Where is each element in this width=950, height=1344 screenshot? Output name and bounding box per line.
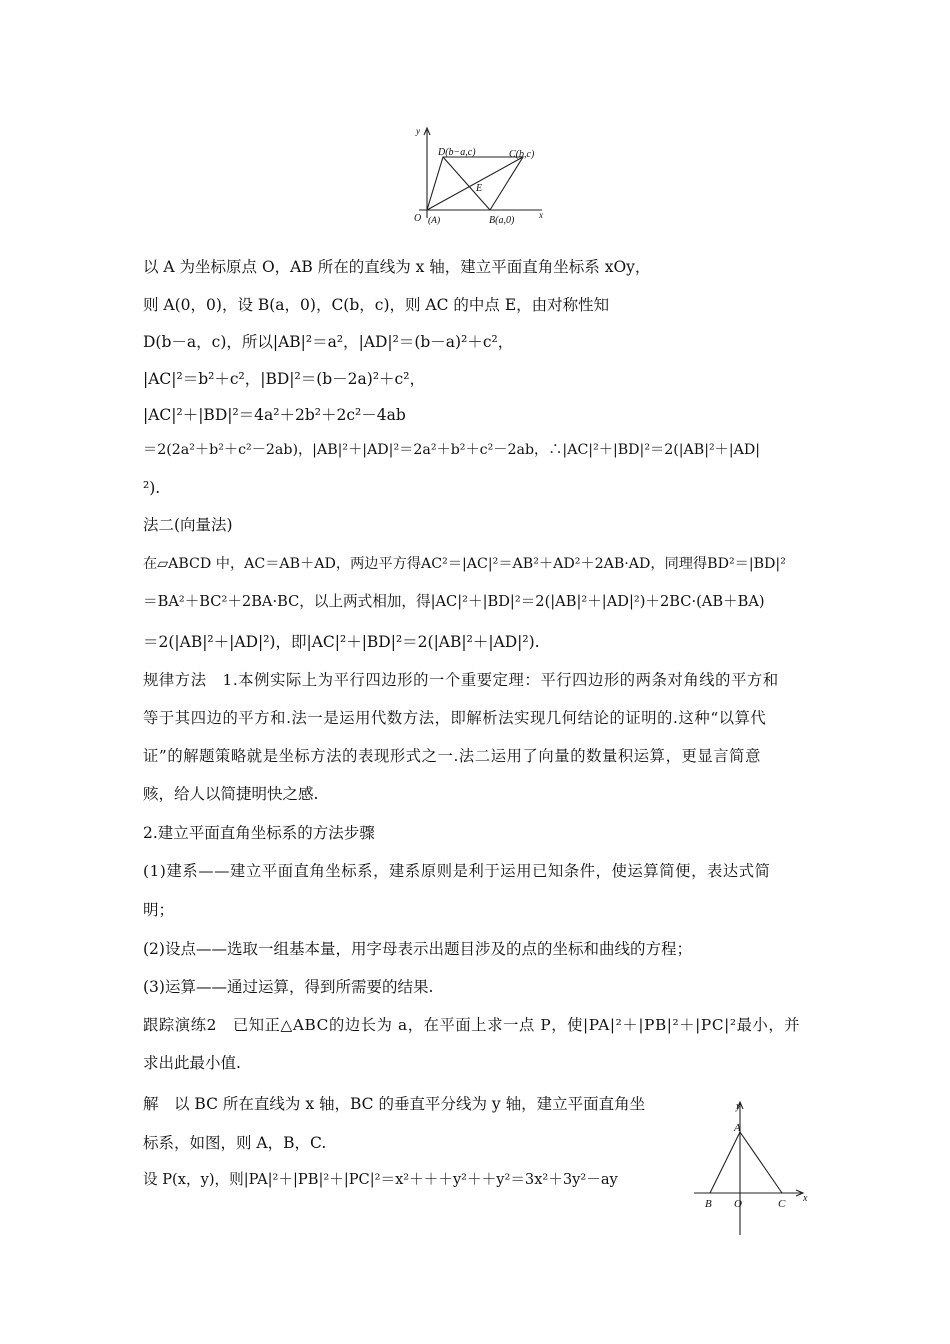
parallelogram-figure	[405, 122, 555, 230]
text-line-25: 设 P(x，y)，则|PA|²＋|PB|²＋|PC|²＝x²＋＋＋y²＋＋y²＝3x²＋3y²－ay	[143, 1171, 618, 1188]
text-line-24: 标系，如图，则 A，B，C.	[143, 1134, 327, 1152]
fig2-point-o-label: O	[734, 1198, 742, 1210]
text-line-20: (3)运算——通过运算，得到所需要的结果.	[143, 978, 434, 996]
text-line-23: 解 以 BC 所在直线为 x 轴，BC 的垂直平分线为 y 轴，建立平面直角坐	[143, 1095, 646, 1113]
text-line-18: 明；	[143, 901, 175, 919]
text-line-5: |AC|²＋|BD|²＝4a²＋2b²＋2c²－4ab	[143, 406, 406, 424]
fig1-point-o-label: O	[414, 213, 422, 224]
section-heading-method-two: 法二(向量法)	[143, 516, 233, 534]
triangle-side-ac	[740, 1132, 782, 1193]
text-line-21: 跟踪演练2 已知正△ABC的边长为 a，在平面上求一点 P，使|PA|²＋|PB|²＋|PC|²最小，并	[143, 1016, 801, 1034]
fig2-point-b-label: B	[705, 1198, 712, 1210]
text-line-11: ＝2(|AB|²＋|AD|²)，即|AC|²＋|BD|²＝2(|AB|²＋|AD|²).	[143, 633, 540, 651]
triangle-figure	[690, 1095, 820, 1240]
text-line-13: 等于其四边的平方和.法一是运用代数方法，即解析法实现几何结论的证明的.这种“以算代	[143, 709, 767, 727]
fig1-point-d-label: D(b−a,c)	[438, 147, 476, 158]
triangle-svg	[690, 1095, 820, 1240]
text-line-2: 则 A(0，0)，设 B(a，0)，C(b，c)，则 AC 的中点 E，由对称性知	[143, 296, 610, 314]
fig2-point-c-label: C	[778, 1198, 786, 1210]
text-line-17: (1)建系——建立平面直角坐标系，建系原则是利于运用已知条件，使运算简便，表达式简	[143, 862, 771, 880]
text-line-7: ²).	[143, 479, 161, 497]
text-line-14: 证”的解题策略就是坐标方法的表现形式之一.法二运用了向量的数量积运算，更显言简意	[143, 747, 761, 765]
parallelogram-svg	[405, 122, 555, 230]
fig1-point-c-label: C(b,c)	[509, 149, 535, 160]
fig1-point-a-label: (A)	[428, 216, 441, 226]
text-line-3: D(b－a，c)，所以|AB|²＝a²，|AD|²＝(b－a)²＋c²，	[143, 333, 514, 351]
fig2-x-label: x	[803, 1193, 808, 1204]
fig1-point-e-label: E	[476, 183, 483, 194]
fig2-point-a-label: A	[734, 1122, 741, 1134]
text-line-1: 以 A 为坐标原点 O，AB 所在的直线为 x 轴，建立平面直角坐标系 xOy，	[143, 258, 651, 276]
triangle-side-ab	[710, 1132, 740, 1193]
text-line-6: ＝2(2a²＋b²＋c²－2ab)，|AB|²＋|AD|²＝2a²＋b²＋c²－2ab，∴|AC|²＋|BD|²＝2(|AB|²＋|AD|	[143, 442, 761, 458]
fig1-y-label: y	[416, 126, 420, 136]
text-line-12: 规律方法 1.本例实际上为平行四边形的一个重要定理：平行四边形的两条对角线的平方和	[143, 671, 779, 689]
text-line-9: 在▱ABCD 中，AC＝AB＋AD，两边平方得AC²＝|AC|²＝AB²＋AD²＋2AB·AD，同理得BD²＝|BD|²	[143, 556, 786, 572]
text-line-10: ＝BA²＋BC²＋2BA·BC，以上两式相加，得|AC|²＋|BD|²＝2(|AB|²＋|AD|²)＋2BC·(AB＋BA)	[143, 593, 765, 610]
text-line-15: 赅，给人以简捷明快之感.	[143, 785, 319, 803]
fig1-point-b-label: B(a,0)	[489, 215, 515, 226]
text-line-19: (2)设点——选取一组基本量，用字母表示出题目涉及的点的坐标和曲线的方程；	[143, 940, 692, 958]
fig2-y-label: y	[736, 1101, 741, 1112]
section-heading-steps: 2.建立平面直角坐标系的方法步骤	[143, 824, 375, 842]
fig1-x-label: x	[539, 210, 543, 220]
diagonal-ac	[427, 157, 523, 210]
text-line-4: |AC|²＝b²＋c²，|BD|²＝(b－2a)²＋c²，	[143, 370, 425, 388]
text-line-22: 求出此最小值.	[143, 1054, 241, 1072]
diagonal-bd	[443, 157, 490, 210]
